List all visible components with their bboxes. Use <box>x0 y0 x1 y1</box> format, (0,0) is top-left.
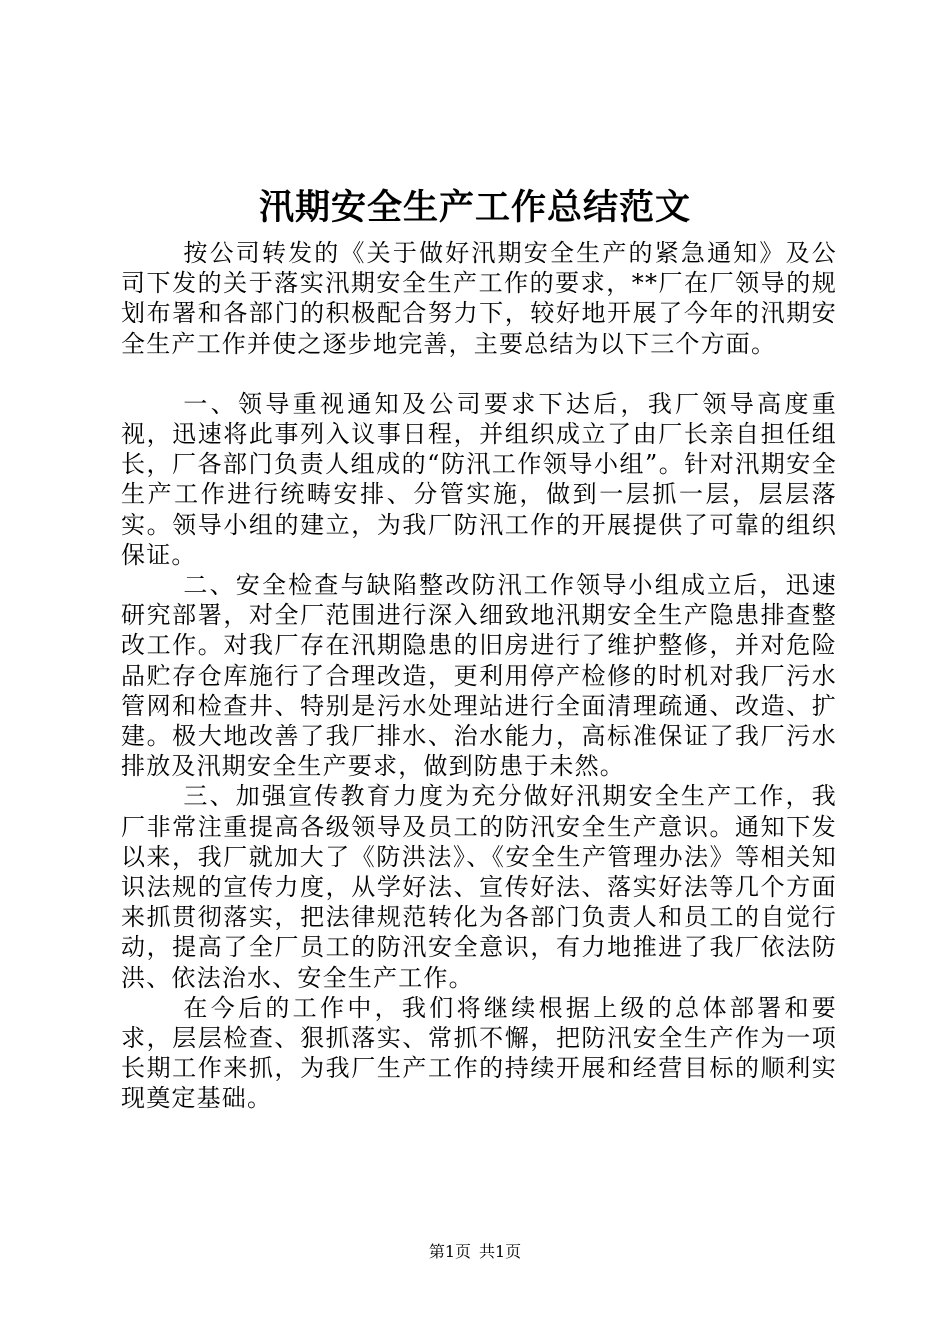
page-total: 共1页 <box>479 1242 522 1261</box>
section-1-paragraph: 一、领导重视通知及公司要求下达后，我厂领导高度重视，迅速将此事列入议事日程，并组织成立了由厂长亲自担任组长，厂各部门负责人组成的“防汛工作领导小组”。针对汛期安全生产工作进行统畴安排、分管实施，做到一层抓一层，层层落实。领导小组的建立，为我厂防汛工作的开展提供了可靠的组织保证。 <box>121 389 837 569</box>
section-3-paragraph: 三、加强宣传教育力度为充分做好汛期安全生产工作，我厂非常注重提高各级领导及员工的防汛安全生产意识。通知下发以来，我厂就加大了《防洪法》、《安全生产管理办法》等相关知识法规的宣传力度，从学好法、宣传好法、落实好法等几个方面来抓贯彻落实，把法律规范转化为各部门负责人和员工的自觉行动，提高了全厂员工的防汛安全意识，有力地推进了我厂依法防洪、依法治水、安全生产工作。 <box>121 782 837 992</box>
section-2-paragraph: 二、安全检查与缺陷整改防汛工作领导小组成立后，迅速研究部署，对全厂范围进行深入细致地汛期安全生产隐患排查整改工作。对我厂存在汛期隐患的旧房进行了维护整修，并对危险品贮存仓库施行了合理改造，更利用停产检修的时机对我厂污水管网和检查井、特别是污水处理站进行全面清理疏通、改造、扩建。极大地改善了我厂排水、治水能力，高标准保证了我厂污水排放及汛期安全生产要求，做到防患于未然。 <box>121 571 837 781</box>
document-body <box>121 238 837 1114</box>
paragraph-spacer <box>121 359 837 389</box>
page-number: 第1页 <box>428 1242 471 1261</box>
closing-paragraph: 在今后的工作中，我们将继续根据上级的总体部署和要求，层层检查、狠抓落实、常抓不懈，把防汛安全生产作为一项长期工作来抓，为我厂生产工作的持续开展和经营目标的顺利实现奠定基础。 <box>121 993 837 1113</box>
page-footer <box>0 1242 950 1262</box>
intro-paragraph: 按公司转发的《关于做好汛期安全生产的紧急通知》及公司下发的关于落实汛期安全生产工作的要求，**厂在厂领导的规划布署和各部门的积极配合努力下，较好地开展了今年的汛期安全生产工作并使之逐步地完善，主要总结为以下三个方面。 <box>121 239 837 358</box>
document-title: 汛期安全生产工作总结范文 <box>258 187 691 228</box>
